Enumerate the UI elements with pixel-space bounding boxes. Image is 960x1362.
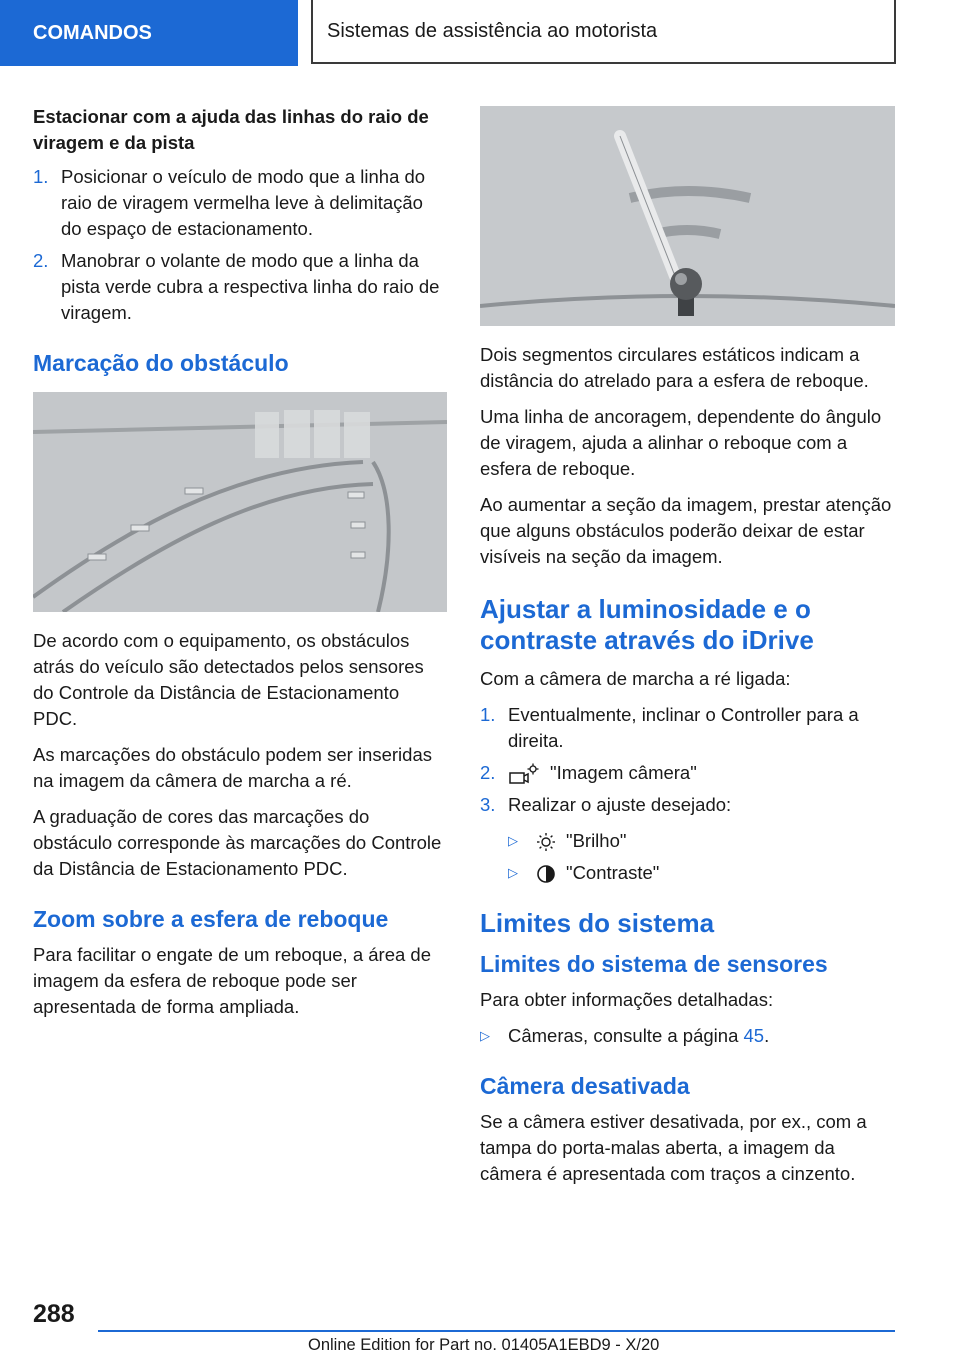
obstacle-marking-figure [33, 392, 447, 612]
adjust-steps [480, 702, 898, 818]
list-item [508, 828, 898, 854]
chapter-title: Sistemas de assistência ao motorista [311, 0, 896, 64]
paragraph: Com a câmera de marcha a ré ligada: [480, 668, 791, 689]
option-text: "Brilho" [566, 830, 627, 851]
paragraph: Uma linha de ancoragem, dependente do ângulo de viragem, ajuda a alinhar o reboque com a esfera de reboque. [480, 406, 882, 479]
right-column [480, 104, 898, 1197]
subheading-turning-lines: Estacionar com a ajuda das linhas do raio de viragem e da pista [33, 106, 429, 153]
page-link[interactable]: 45 [743, 1025, 765, 1046]
step-number: 2. [480, 762, 496, 783]
heading-obstacle-marking: Marcação do obstáculo [33, 350, 289, 376]
paragraph: Para facilitar o engate de um reboque, a área de imagem da esfera de reboque pode ser apresentada de forma ampliada. [33, 944, 432, 1017]
paragraph: A graduação de cores das marcações do obstáculo corresponde às marcações do Controle da Distância de Estacionamento PDC. [33, 806, 442, 879]
step-number: 2. [33, 250, 49, 271]
reference-end: . [764, 1025, 770, 1046]
list-item [508, 860, 898, 886]
parking-steps [33, 164, 447, 326]
brightness-icon [536, 832, 556, 852]
step-text: "Imagem câmera" [550, 762, 697, 783]
triangle-bullet-icon: ▷ [480, 1028, 490, 1043]
paragraph: De acordo com o equipamento, os obstáculos atrás do veículo são detectados pelos sensores do Controle da Distância de Estacionamento PDC. [33, 630, 424, 729]
list-item [480, 760, 898, 786]
paragraph: Dois segmentos circulares estáticos indicam a distância do atrelado para a esfera de reboque. [480, 344, 869, 391]
step-number: 1. [480, 704, 496, 725]
list-item [480, 1023, 898, 1049]
reference-list [480, 1023, 898, 1049]
step-text: Manobrar o volante de modo que a linha da pista verde cubra a respectiva linha do raio de viragem. [61, 250, 440, 323]
page-number: 288 [33, 1300, 75, 1328]
step-number: 3. [480, 794, 496, 815]
heading-system-limits: Limites do sistema [480, 908, 715, 938]
triangle-bullet-icon: ▷ [508, 833, 518, 848]
paragraph: Ao aumentar a seção da imagem, prestar atenção que alguns obstáculos poderão deixar de estar visíveis na seção da imagem. [480, 494, 892, 567]
footer-rule [98, 1330, 895, 1332]
triangle-bullet-icon: ▷ [508, 865, 518, 880]
heading-adjust-brightness: Ajustar a luminosidade e o contraste através do iDrive [480, 594, 814, 655]
step-number: 1. [33, 166, 49, 187]
page-header [0, 0, 960, 66]
step-text: Eventualmente, inclinar o Controller para a direita. [508, 704, 859, 751]
camera-settings-icon [508, 763, 540, 785]
edition-label: Online Edition for Part no. 01405A1EBD9 - X/20 [308, 1336, 660, 1354]
heading-zoom: Zoom sobre a esfera de reboque [33, 906, 389, 932]
adjust-options [508, 828, 898, 886]
list-item [480, 792, 898, 818]
paragraph: As marcações do obstáculo podem ser inseridas na imagem da câmera de marcha a ré. [33, 744, 432, 791]
option-text: "Contraste" [566, 862, 660, 883]
left-column [33, 104, 447, 1030]
section-tab: COMANDOS [0, 0, 298, 66]
step-text: Posicionar o veículo de modo que a linha do raio de viragem vermelha leve à delimitação do espaço de estacionamento. [61, 166, 426, 239]
heading-camera-off: Câmera desativada [480, 1073, 690, 1099]
paragraph: Para obter informações detalhadas: [480, 989, 774, 1010]
list-item [480, 702, 898, 754]
list-item [33, 164, 447, 242]
tow-ball-figure [480, 106, 895, 326]
step-text: Realizar o ajuste desejado: [508, 794, 732, 815]
contrast-icon [536, 864, 556, 884]
paragraph: Se a câmera estiver desativada, por ex., com a tampa do porta-malas aberta, a imagem da câmera é apresentada com traços a cinzento. [480, 1111, 867, 1184]
heading-sensor-limits: Limites do sistema de sensores [480, 951, 828, 977]
list-item [33, 248, 447, 326]
reference-text: Câmeras, consulte a página [508, 1025, 744, 1046]
